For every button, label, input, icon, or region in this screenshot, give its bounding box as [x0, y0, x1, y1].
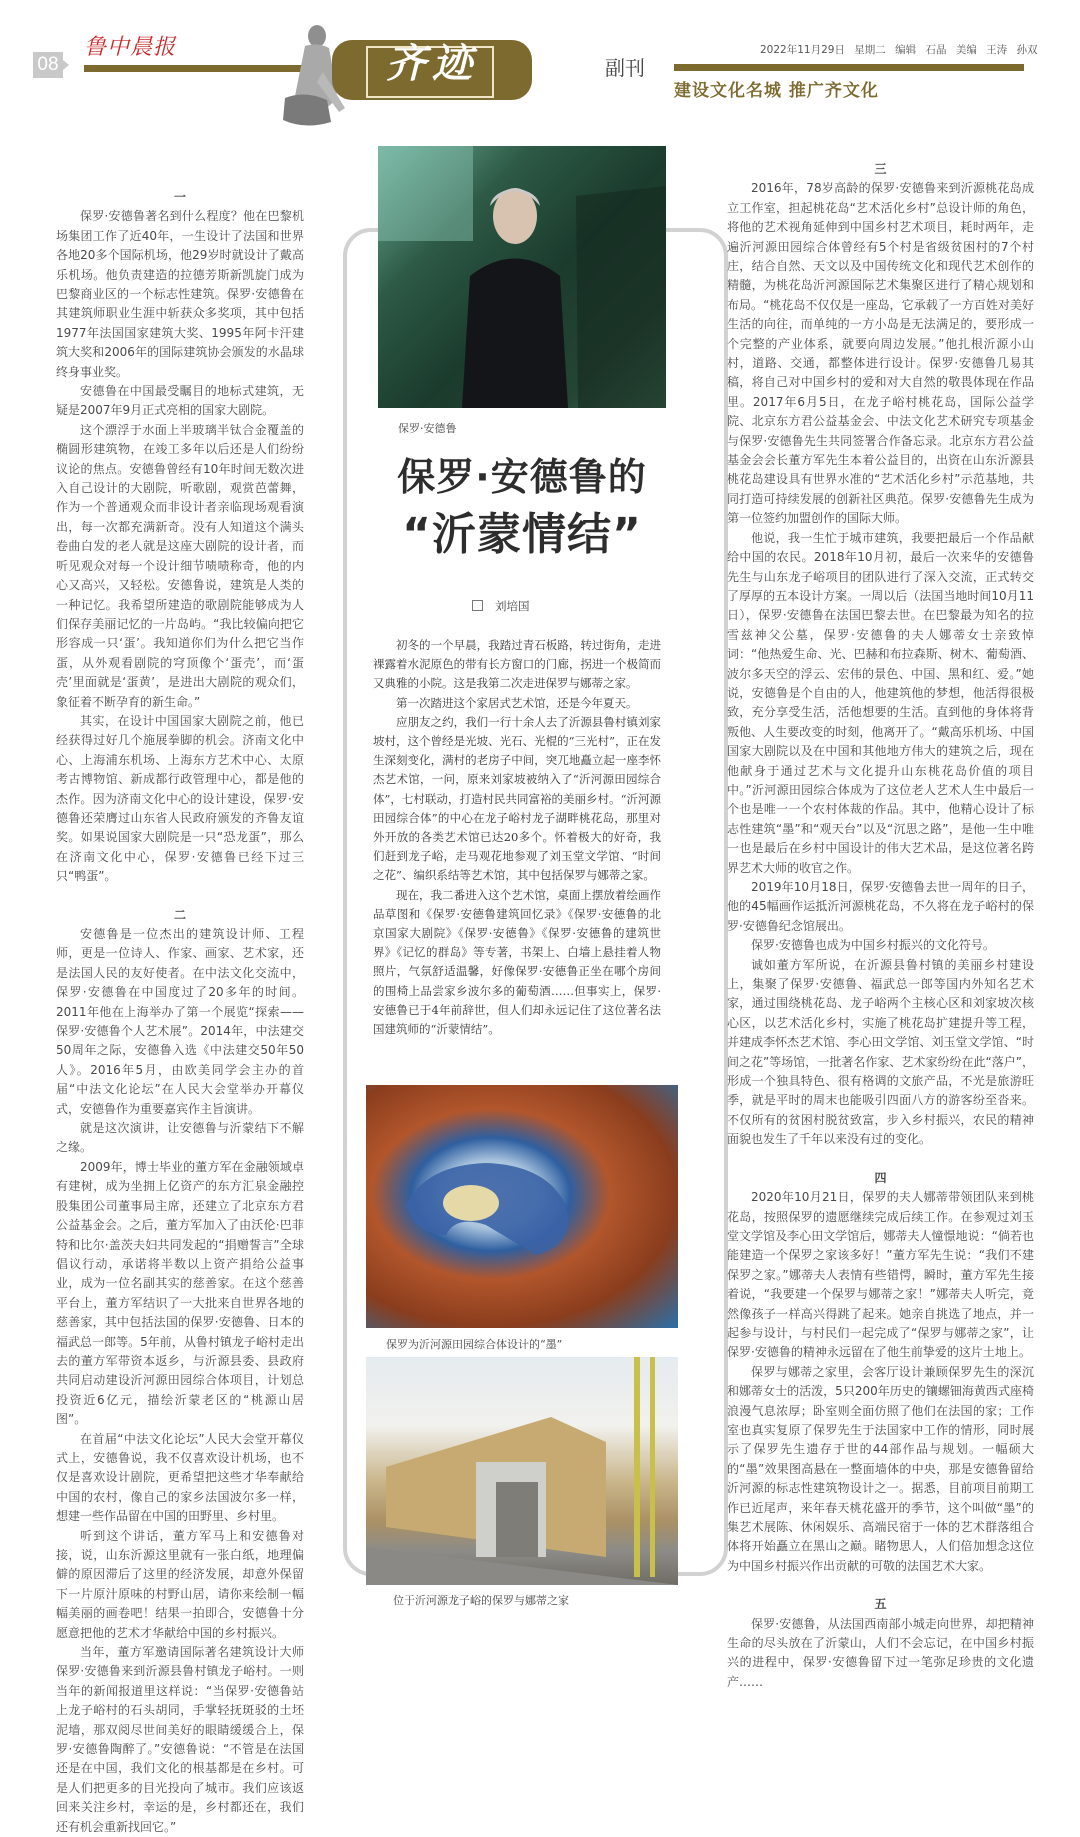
paragraph: 初冬的一个早晨，我踏过青石板路，转过街角，走进裸露着水泥原色的带有长方窗口的门廊，拐进一个极简而又典雅的小院。这是我第二次走进保罗与娜蒂之家。: [373, 638, 661, 691]
article-headline: [372, 448, 672, 564]
section-number: 五: [874, 1597, 887, 1612]
author-name: 刘培国: [495, 599, 530, 613]
paragraph: 2019年10月18日，保罗·安德鲁去世一周年的日子，他的45幅画作运抵沂河源桃花岛，不久将在龙子峪村的保罗·安德鲁纪念馆展出。: [727, 880, 1034, 933]
house-building-icon: [366, 1357, 678, 1585]
paragraph: 2009年，博士毕业的董方军在金融领域卓有建树，成为坐拥上亿资产的东方汇泉金融控股集团公司董事局主席，还建立了北京东方君公益基金会。之后，董方军加入了由沃伦·巴菲特和比尔·盖茨夫妇共同发起的“捐赠誓言”全球倡议行动，承诺将半数以上资产捐给公益事业，成为一位名副其实的慈善家。在这个慈善平台上，董方军结识了一大批来自世界各地的慈善家，其中包括法国的保罗·安德鲁、日本的福武总一郎等。5年前，从鲁村镇龙子峪村走出去的董方军带资本返乡，与沂源县委、县政府共同启动建设沂河源田园综合体项目，计划总投资近6亿元，描绘沂蒙老区的“桃源山居图”。: [56, 1159, 304, 1427]
headline-line-2: “沂蒙情结”: [402, 509, 642, 560]
paragraph: 第一次踏进这个家居式艺术馆，还是今年夏天。: [396, 695, 638, 710]
section-number: 二: [173, 907, 186, 922]
photo-caption: 保罗·安德鲁: [398, 422, 457, 435]
section-label: 副刊: [605, 56, 645, 80]
issue-meta: [760, 42, 1038, 57]
column-plaque: [332, 40, 532, 100]
section-number: 四: [874, 1170, 887, 1185]
paragraph: 就是这次演讲，让安德鲁与沂蒙结下不解之缘。: [56, 1121, 304, 1155]
paragraph: 诚如董方军所说，在沂源县鲁村镇的美丽乡村建设上，集聚了保罗·安德鲁、福武总一郎等国内外知名艺术家，通过围绕桃花岛、龙子峪两个主核心区和刘家坡次核心区，以艺术活化乡村，实施了桃花岛扩建提升等工程，并建成李怀杰艺术馆、李心田文学馆、刘玉堂文学馆、“时间之花”等场馆，一批著名作家、艺术家纷纷在此“落户”，形成一个独具特色、很有格调的文旅产品，不光是旅游旺季，就是平时的周末也能吸引四面八方的游客纷至沓来。不仅所有的贫困村脱贫致富，步入乡村振兴，农民的精神面貌也发生了千年以来没有过的变化。: [727, 957, 1034, 1147]
photo-caption: 保罗为沂河源田园综合体设计的“墨”: [386, 1338, 563, 1351]
issue-weekday: 星期二: [854, 44, 886, 56]
paragraph: 这个漂浮于水面上半玻璃半钛合金覆盖的椭圆形建筑物，在竣工多年以后还是人们纷纷议论的焦点。安德鲁曾经有10年时间无数次进入自己设计的大剧院，听歌剧，观赏芭蕾舞，作为一个普通观众而非设计者亲临现场观看演出，每一次都充满新奇。没有人知道这个满头卷曲白发的老人就是这座大剧院的设计者，而听见观众对每一个设计细节啧啧称奇，他的内心又高兴，又轻松。安德鲁说，建筑是人类的一种记忆。我希望所建造的歌剧院能够成为人们保存美丽记忆的一片岛屿。“我比较偏向把它形容成一只‘蛋’。我知道你们为什么把它当作蛋，从外观看剧院的穹顶像个‘蛋壳’，而‘蛋壳’里面就是‘蛋黄’，是进出大剧院的观众们，象征着不断孕育的新生命。”: [56, 422, 304, 709]
designer-label: 美编: [955, 44, 977, 56]
paragraph: 听到这个讲话，董方军马上和安德鲁对接，说，山东沂源这里就有一张白纸，地理偏僻的原因滞后了这里的经济发展，却意外保留下一片原汁原味的村野山居，请你来绘制一幅幅美丽的画卷吧！结果一拍即合，安德鲁十分愿意把他的艺术才华献给中国的乡村振兴。: [56, 1528, 304, 1640]
rendering-building-icon: [366, 1085, 678, 1328]
house-photo: [366, 1357, 678, 1585]
section-number: 三: [874, 162, 887, 176]
paragraph: 2016年，78岁高龄的保罗·安德鲁来到沂源桃花岛成立工作室，担起桃花岛“艺术活化乡村”总设计师的角色，将他的艺术视角延伸到中国乡村艺术项目，耗时两年，走遍沂河源田园综合体曾经有5个村是省级贫困村的7个村庄，结合自然、天文以及中国传统文化和现代艺术创作的精髓，为桃花岛沂河源国际艺术集聚区进行了精心规划和布局。“桃花岛不仅仅是一座岛，它承载了一方百姓对美好生活的向往，而单纯的一方小岛是无法满足的，要形成一个完整的产业体系，就要向周边发展。”他扎根沂源小山村，道路、交通，都整体进行设计。保罗·安德鲁几易其稿，将自己对中国乡村的爱和对大自然的敬畏体现在作品里。2017年6月5日，在龙子峪村桃花岛，国际公益学院、北京东方君公益基金会、中法文化艺术研究专项基金与保罗·安德鲁先生共同签署合作备忘录。北京东方君公益基金会会长董方军先生本着公益目的，出资在山东沂源县桃花岛建设具有世界水准的“艺术活化乡村”示范基地，共同打造可持续发展的创新社区典范。保罗·安德鲁先生成为第一位签约加盟创作的国际大师。: [727, 181, 1034, 526]
right-column: [727, 160, 1034, 1692]
paragraph: 其实，在设计中国国家大剧院之前，他已经获得过好几个施展拳脚的机会。济南文化中心、上海浦东机场、上海东方艺术中心、太原考古博物馆、新成都行政管理中心，都是他的杰作。因为济南文化中心的设计建设，保罗·安德鲁还荣膺过山东省人民政府颁发的齐鲁友谊奖。如果说国家大剧院是一只“恐龙蛋”，那么在济南文化中心，保罗·安德鲁已经下过三只“鸭蛋”。: [56, 713, 304, 884]
paragraph: 保罗·安德鲁也成为中国乡村振兴的文化符号。: [751, 938, 995, 953]
column-title: 齐迹: [386, 40, 478, 87]
section-number: 一: [173, 190, 186, 204]
paragraph: 在首届“中法文化论坛”人民大会堂开幕仪式上，安德鲁说，我不仅喜欢设计机场，也不仅是喜欢设计剧院，更希望把这些才华奉献给中国的农村，像自己的家乡法国波尔多一样，想建一些作品留在中国的田野里、乡村里。: [56, 1431, 304, 1524]
newspaper-logo: 鲁中晨报: [84, 35, 177, 60]
paragraph: 安德鲁是一位杰出的建筑设计师、工程师，更是一位诗人、作家、画家、艺术家，还是法国人民的友好使者。在中法文化交流中，保罗·安德鲁在中国度过了20多年的时间。2011年他在上海举办了第一个展览“探索——保罗·安德鲁个人艺术展”。2014年，中法建交50周年之际，安德鲁入选《中法建交50年50人》。2016年5月，由欧美同学会主办的首届“中法文化论坛”在人民大会堂举办开幕仪式，安德鲁作为重要嘉宾作主旨演讲。: [56, 927, 304, 1116]
portrait-photo: [378, 146, 666, 408]
byline: [472, 598, 530, 614]
masthead-slogan: 建设文化名城 推广齐文化: [674, 81, 879, 101]
paragraph: 安德鲁在中国最受瞩目的地标式建筑，无疑是2007年9月正式亮相的国家大剧院。: [56, 384, 304, 418]
page-number: 08: [33, 52, 63, 78]
masthead-rule-right: [674, 64, 1024, 71]
photo-caption: 位于沂河源龙子峪的保罗与娜蒂之家: [393, 1594, 569, 1607]
issue-date: 2022年11月29日: [760, 44, 845, 56]
paragraph: 现在，我二番进入这个艺术馆，桌面上摆放着绘画作品草图和《保罗·安德鲁建筑回忆录》《保罗·安德鲁的北京国家大剧院》《保罗·安德鲁》《保罗·安德鲁的建筑世界》《记忆的群岛》等专著，书架上、白墙上悬挂着人物照片，气氛舒适温馨，好像保罗·安德鲁正坐在哪个房间的围椅上品尝家乡波尔多的葡萄酒……但事实上，保罗·安德鲁已于4年前辞世，但人们却永远记住了这位著名法国建筑师的“沂蒙情结”。: [373, 887, 661, 1037]
portrait-figure-icon: [378, 146, 666, 408]
paragraph: 当年，董方军邀请国际著名建筑设计大师保罗·安德鲁来到沂源县鲁村镇龙子峪村。一则当年的新闻报道里这样说：“当保罗·安德鲁站上龙子峪村的石头胡同，手掌轻抚斑驳的土坯泥墙，那双阅尽世间美好的眼睛缓缓合上，保罗·安德鲁陶醉了。”安德鲁说：“不管是在法国还是在中国，我们文化的根基都是在乡村。可是人们把更多的目光投向了城市。我们应该返回来关注乡村，幸运的是，乡村都还在，我们还有机会重新找回它。”: [56, 1645, 304, 1834]
designer-names: 王涛 孙双: [986, 44, 1038, 56]
paragraph: 应朋友之约，我们一行十余人去了沂源县鲁村镇刘家坡村，这个曾经是光坡、光石、光棍的“三光村”，正在发生深刻变化，满村的老房子中间，突兀地矗立起一座李怀杰艺术馆，一问，原来刘家坡被纳入了“沂河源田园综合体”，七村联动，打造村民共同富裕的美丽乡村。“沂河源田园综合体”的中心在龙子峪村龙子湖畔桃花岛，那里对外开放的各类艺术馆已达20多个。怀着极大的好奇，我们赶到龙子峪，走马观花地参观了刘玉堂文学馆、“时间之花”、编织系结等艺术馆，其中包括保罗与娜蒂之家。: [373, 714, 661, 883]
paragraph: 保罗·安德鲁著名到什么程度？他在巴黎机场集团工作了近40年，一生设计了法国和世界各地20多个国际机场，他29岁时就设计了戴高乐机场。他负责建造的拉德芳斯新凯旋门成为巴黎商业区的一个标志性建筑。保罗·安德鲁在其建筑师职业生涯中斩获众多奖项，其中包括1977年法国国家建筑大奖、1995年阿卡汗建筑大奖和2006年的国际建筑协会颁发的水晶球终身事业奖。: [56, 209, 304, 379]
editor-name: 石晶: [925, 44, 947, 56]
paragraph: 他说，我一生忙于城市建筑，我要把最后一个作品献给中国的农民。2018年10月初，最后一次来华的安德鲁先生与山东龙子峪项目的团队进行了深入交流，正式转交了厚厚的五本设计方案。一周以后（法国当地时间10月11日），保罗·安德鲁在法国巴黎去世。在巴黎最为知名的拉雪兹神父公墓，保罗·安德鲁的夫人娜蒂女士亲致悼词：“他热爱生命、光、巴赫和布拉森斯、树木、葡萄酒、波尔多天空的浮云、宏伟的景色、中国、黑和红、爱。”她说，安德鲁是个自由的人，他建筑他的梦想，他活得很极致，充分享受生活，活他想要的生活。直到他的身体将背叛他、人生要改变的时刻，他离开了。“戴高乐机场、中国国家大剧院以及在中国和其他地方伟大的建筑之后，现在他献身于通过艺术与文化提升山东桃花岛价值的项目中。”沂河源田园综合体成为了这位老人艺术人生中最后一个也是唯一一个农村体裁的作品。其中，他精心设计了标志性建筑“墨”和“观天台”以及“沉思之路”，是他一生中唯一也是最后在乡村中国设计的伟大艺术品，是这位著名跨界艺术大师的收官之作。: [727, 530, 1034, 875]
paragraph: 2020年10月21日，保罗的夫人娜蒂带领团队来到桃花岛，按照保罗的遗愿继续完成后续工作。在参观过刘玉堂文学馆及李心田文学馆后，娜蒂夫人憧憬地说：“倘若也能建造一个保罗之家该多好！”董方军先生说：“我们不建保罗之家。”娜蒂夫人表情有些错愕，瞬时，董方军先生接着说，“我要建一个保罗与娜蒂之家！”娜蒂夫人听完，竟然像孩子一样高兴得跳了起来。她亲自挑选了地点，并一起参与设计，与村民们一起完成了“保罗与娜蒂之家”，让保罗·安德鲁的精神永远留在了他生前挚爱的这片土地上。: [727, 1190, 1034, 1360]
center-column: [373, 636, 661, 1039]
paragraph: 保罗与娜蒂之家里，会客厅设计兼顾保罗先生的深沉和娜蒂女士的活泼，5只200年历史的镶螺钿海黄西式座椅浪漫气息浓厚；卧室则全面仿照了他们在法国的家；工作室也真实复原了保罗先生于法国家中工作的情形，同时展示了保罗先生遗存于世的44部作品与规划。一幅硕大的“墨”效果图高悬在一整面墙体的中央，那是安德鲁留给沂河源的标志性建筑物设计之一。据悉，目前项目前期工作已近尾声，来年春天桃花盛开的季节，这个叫做“墨”的集艺术展陈、休闲娱乐、高端民宿于一体的艺术群落组合体将开始矗立在黑山之巅。睹物思人，人们倍加想念这位为中国乡村振兴作出贡献的可敬的法国艺术大家。: [727, 1364, 1034, 1573]
paragraph: 保罗·安德鲁，从法国西南部小城走向世界，却把精神生命的尽头放在了沂蒙山，人们不会忘记，在中国乡村振兴的进程中，保罗·安德鲁留下过一笔弥足珍贵的文化遗产……: [727, 1616, 1034, 1689]
headline-line-1: 保罗·安德鲁的: [397, 455, 647, 499]
editor-label: 编辑: [895, 44, 917, 56]
rendering-photo: [366, 1085, 678, 1328]
left-column: [56, 188, 304, 1837]
byline-box-icon: [472, 600, 483, 611]
